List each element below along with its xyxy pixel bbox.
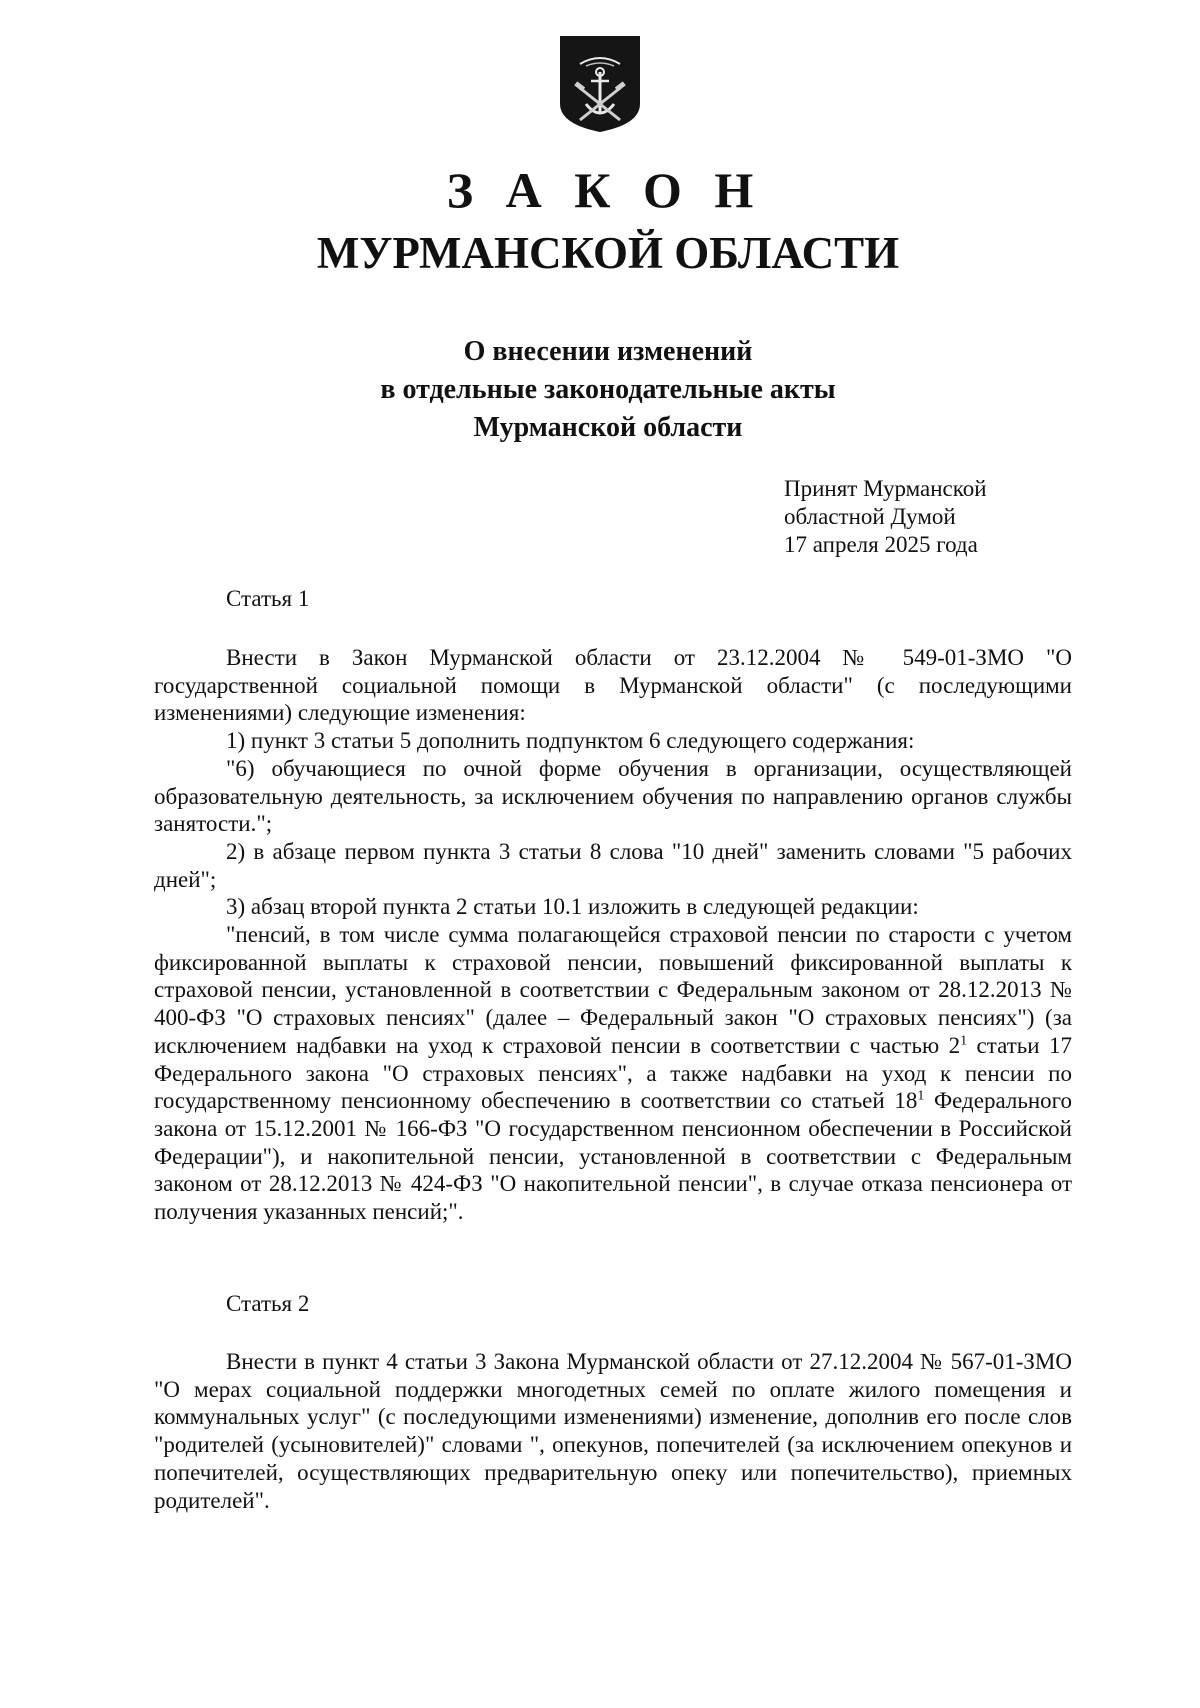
subject-line: О внесении изменений (463, 336, 753, 367)
adoption-note (784, 475, 987, 559)
region-title: МУРМАНСКОЙ ОБЛАСТИ (316, 228, 900, 278)
superscript: 1 (917, 1088, 925, 1104)
law-subject (0, 333, 1200, 447)
adoption-line: областной Думой (784, 504, 956, 529)
subject-line: Мурманской области (473, 412, 743, 443)
article-1-heading: Статья 1 (226, 586, 310, 611)
article-paragraph: 2) в абзаце первом пункта 3 статьи 8 слова "10 дней" заменить словами "5 рабочих дней"; (154, 838, 1072, 892)
coat-of-arms-icon (558, 34, 642, 134)
article-2-body (154, 1348, 1072, 1514)
quote-text: статьи 17 Федерального закона "О страховых пенсиях", а также надбавки на уход к пенсии по государственному пенсионному обеспечению в соответствии со статьей 18 (154, 1032, 1072, 1114)
adoption-line: Принят Мурманской (784, 476, 987, 501)
quoted-amendment (154, 921, 1072, 1226)
subject-line: в отдельные законодательные акты (380, 374, 836, 405)
adoption-date: 17 апреля 2025 года (784, 532, 978, 557)
article-paragraph: 1) пункт 3 статьи 5 дополнить подпунктом 6 следующего содержания: (226, 728, 915, 754)
article-paragraph: 3) абзац второй пункта 2 статьи 10.1 изложить в следующей редакции: (226, 894, 919, 920)
article-paragraph: "6) обучающиеся по очной форме обучения в организации, осуществляющей образовательную деятельность, за исключением обучения по направлению органов службы занятости."; (154, 755, 1072, 837)
article-1-body (154, 644, 1072, 1226)
quote-text: "пенсий, в том числе сумма полагающейся страховой пенсии по старости с учетом фиксированной выплаты к страховой пенсии, повышений фиксированной выплаты к страховой пенсии, установленной в соответствии с Федеральным законом от 28.12.2013 № 400-ФЗ "О страховых пенсиях" (далее – Федеральный закон "О страховых пенсиях") (за исключением надбавки на уход к страховой пенсии в соответствии с частью 2 (154, 922, 1072, 1058)
article-2-heading: Статья 2 (226, 1291, 310, 1316)
law-title: З А К О Н (446, 162, 764, 218)
article-paragraph: Внести в пункт 4 статьи 3 Закона Мурманской области от 27.12.2004 № 567-01-ЗМО "О мерах социальной поддержки многодетных семей по оплате жилого помещения и коммунальных услуг" (с последующими изменениями) изменение, дополнив его после слов "родителей (усыновителей)" словами ", опекунов, попечителей (за исключением опекунов и попечителей, осуществляющих предварительную опеку или попечительство), приемных родителей". (154, 1349, 1072, 1513)
superscript: 1 (960, 1033, 968, 1049)
quote-text: Федерального закона от 15.12.2001 № 166-ФЗ "О государственном пенсионном обеспечении в Российской Федерации"), и накопительной пенсии, установленной в соответствии с Федеральным законом от 28.12.2013 № 424-ФЗ "О накопительной пенсии", в случае отказа пенсионера от получения указанных пенсий;". (154, 1088, 1072, 1225)
article-paragraph: Внести в Закон Мурманской области от 23.12.2004 № 549-01-ЗМО "О государственной социальной помощи в Мурманской области" (с последующими изменениями) следующие изменения: (154, 645, 1072, 726)
